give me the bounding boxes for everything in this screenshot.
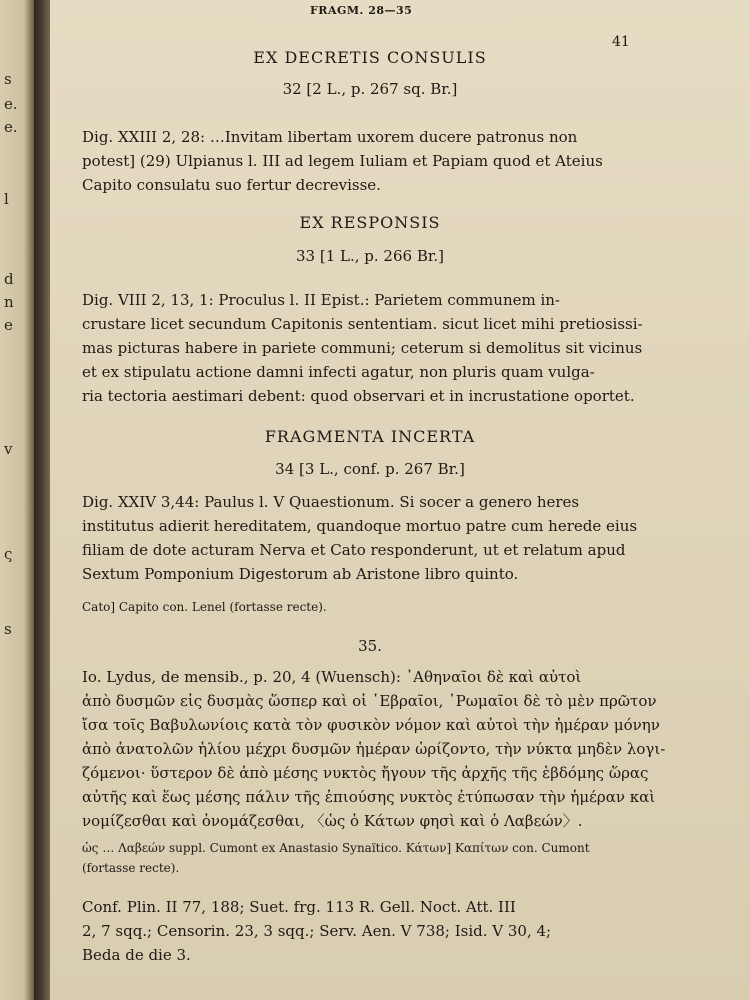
text-line: et ex stipulatu actione damni infecti agatur, non pluris quam vulga-	[82, 363, 595, 381]
section-reference: 33 [1 L., p. 266 Br.]	[296, 247, 444, 265]
comparison-references	[82, 895, 682, 967]
text-line: Io. Lydus, de mensib., p. 20, 4 (Wuensch): ᾿Αθηναῖοι δὲ καὶ αὐτοὶ	[82, 668, 582, 686]
facing-page-edge	[0, 0, 34, 1000]
book-page	[50, 0, 750, 1000]
section-text	[82, 490, 682, 586]
text-line: filiam de dote acturam Nerva et Cato responderunt, ut et relatum apud	[82, 541, 626, 559]
text-line: ria tectoria aestimari debent: quod observari et in incrustatione oportet.	[82, 387, 635, 405]
fragment-number: 35.	[358, 637, 382, 655]
section-title: FRAGMENTA INCERTA	[264, 427, 476, 446]
text-line: mas picturas habere in pariete communi; ceterum si demolitus sit vicinus	[82, 339, 643, 357]
text-line: ἀπὸ δυσμῶν εἰς δυσμὰς ὥσπερ καὶ οἱ ῾Εβραῖοι, ῾Ρωμαῖοι δὲ τὸ μὲν πρῶτον	[82, 692, 657, 710]
text-line: Beda de die 3.	[82, 946, 191, 964]
text-line: ἀπὸ ἀνατολῶν ἡλίου μέχρι δυσμῶν ἡμέραν ὡρίζοντο, τὴν νύκτα μηδὲν λογι-	[82, 740, 666, 758]
text-line: 2, 7 sqq.; Censorin. 23, 3 sqq.; Serv. Aen. V 738; Isid. V 30, 4;	[82, 922, 552, 940]
text-line: crustare licet secundum Capitonis sententiam. sicut licet mihi pretiosissi-	[82, 315, 643, 333]
facing-page-fragment: v	[4, 440, 13, 458]
facing-page-fragment: n	[4, 293, 14, 311]
section-reference: 32 [2 L., p. 267 sq. Br.]	[282, 80, 458, 98]
facing-page-fragment: d	[4, 270, 14, 288]
running-head: FRAGM. 28—35	[310, 4, 413, 17]
critical-note	[82, 597, 682, 617]
section-text	[82, 288, 682, 408]
section-title: EX RESPONSIS	[299, 213, 441, 232]
text-line: Capito consulatu suo fertur decrevisse.	[82, 176, 381, 194]
text-line: Sextum Pomponium Digestorum ab Aristone libro quinto.	[82, 565, 519, 583]
note-line: (fortasse recte).	[82, 861, 180, 875]
facing-page-fragment: e.	[4, 118, 18, 136]
section-reference: 34 [3 L., conf. p. 267 Br.]	[275, 460, 465, 478]
text-line: institutus adierit hereditatem, quandoque mortuo patre cum herede eius	[82, 517, 638, 535]
facing-page-fragment: e	[4, 316, 13, 334]
facing-page-fragment: s	[4, 70, 12, 88]
text-line: Dig. XXIII 2, 28: …Invitam libertam uxorem ducere patronus non	[82, 128, 578, 146]
critical-note	[82, 838, 682, 878]
text-line: potest] (29) Ulpianus l. III ad legem Iuliam et Papiam quod et Ateius	[82, 152, 603, 170]
text-line: νομίζεσθαι καὶ ὀνομάζεσθαι, 〈ὡς ὁ Κάτων φησὶ καὶ ὁ Λαβεών〉.	[82, 812, 583, 830]
note-line: ὡς … Λαβεών suppl. Cumont ex Anastasio Synaïtico. Κάτων] Καπίτων con. Cumont	[82, 841, 590, 855]
text-line: Conf. Plin. II 77, 188; Suet. frg. 113 R. Gell. Noct. Att. III	[82, 898, 516, 916]
text-line: Dig. XXIV 3,44: Paulus l. V Quaestionum. Si socer a genero heres	[82, 493, 580, 511]
facing-page-fragment: e.	[4, 95, 18, 113]
text-line: ζόμενοι· ὕστερον δὲ ἀπὸ μέσης νυκτὸς ἤγουν τῆς ἀρχῆς τῆς ἑβδόμης ὥρας	[82, 764, 649, 782]
section-text	[82, 125, 682, 197]
text-line: ἴσα τοῖς Βαβυλωνίοις κατὰ τὸν φυσικὸν νόμον καὶ αὐτοὶ τὴν ἡμέραν μόνην	[82, 716, 660, 734]
text-line: Dig. VIII 2, 13, 1: Proculus l. II Epist.: Parietem communem in-	[82, 291, 561, 309]
facing-page-fragment: ς	[4, 545, 13, 563]
section-title: EX DECRETIS CONSULIS	[253, 48, 487, 67]
facing-page-fragment: s	[4, 620, 12, 638]
text-line: αὐτῆς καὶ ἕως μέσης πάλιν τῆς ἐπιούσης νυκτὸς ἐτύπωσαν τὴν ἡμέραν καὶ	[82, 788, 656, 806]
fragment-text	[82, 665, 682, 833]
facing-page-fragment: l	[4, 190, 9, 208]
note-line: Cato] Capito con. Lenel (fortasse recte).	[82, 600, 327, 614]
page-number: 41	[612, 34, 630, 50]
